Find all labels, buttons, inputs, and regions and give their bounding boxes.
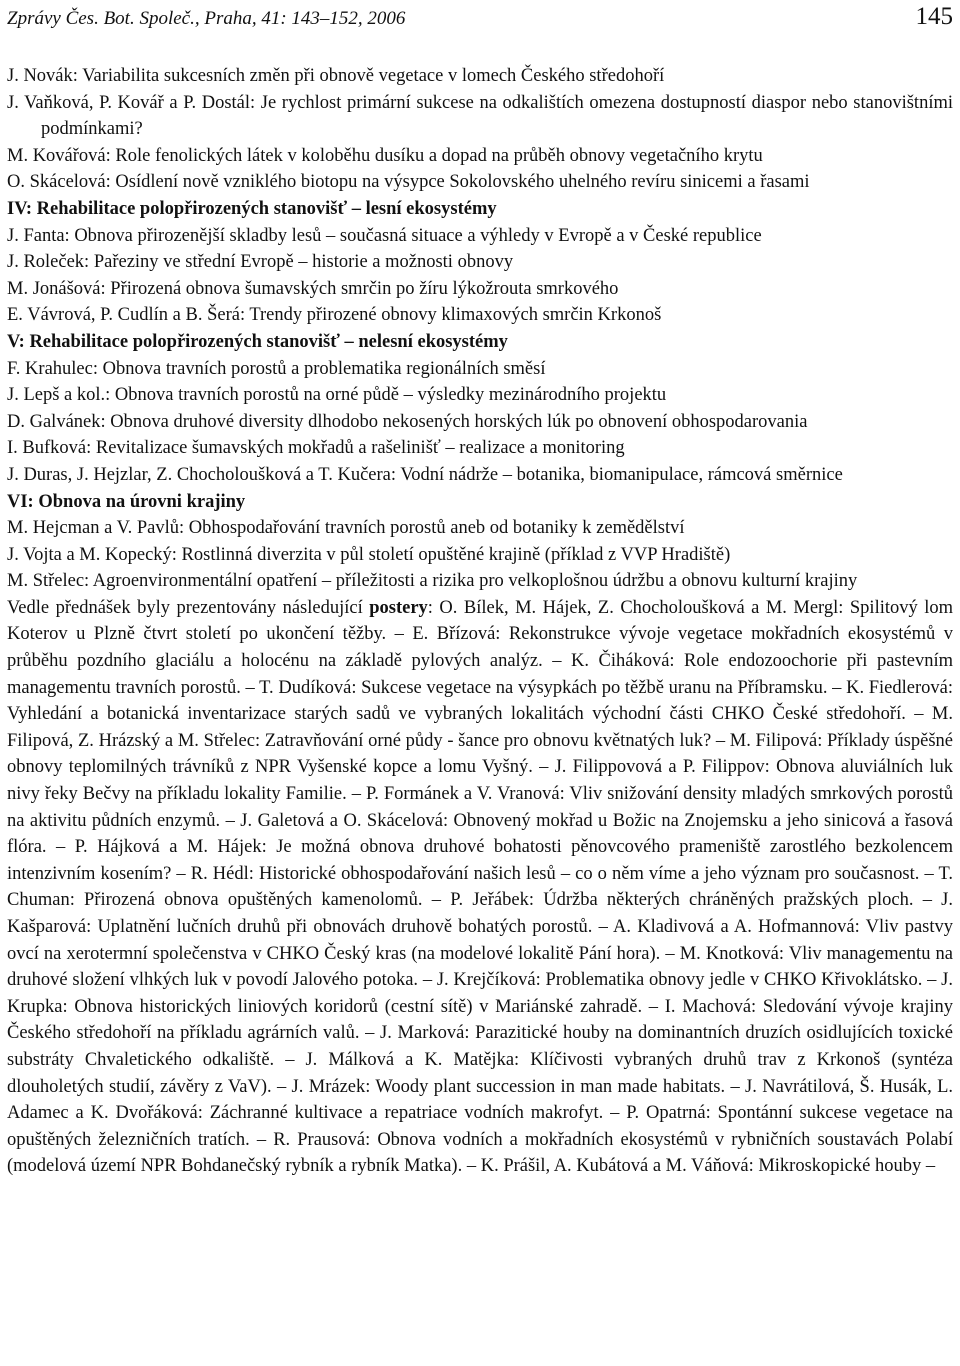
section-heading: VI: Obnova na úrovni krajiny — [7, 491, 246, 512]
posters-lead: Vedle přednášek byly prezentovány následující — [7, 597, 363, 618]
page-number: 145 — [915, 3, 953, 30]
talk-entry: D. Galvánek: Obnova druhové diversity dlhodobo nekosených horských lúk po obnovení obhospodarovania — [7, 411, 808, 432]
talk-entry: M. Střelec: Agroenvironmentální opatření – příležitosti a rizika pro velkoplošnou údržbu a obnovu kulturní krajiny — [7, 571, 858, 592]
talk-entry: J. Lepš a kol.: Obnova travních porostů na orné půdě – výsledky mezinárodního projektu — [7, 385, 667, 406]
talk-entry: J. Vojta a M. Kopecký: Rostlinná diverzita v půl století opuštěné krajině (příklad z VVP Hradiště) — [7, 544, 731, 565]
talk-entry: F. Krahulec: Obnova travních porostů a problematika regionálních směsí — [7, 358, 546, 379]
posters-paragraph — [7, 595, 953, 1180]
talk-entry: J. Roleček: Pařeziny ve střední Evropě – historie a možnosti obnovy — [7, 252, 514, 273]
talk-entry: J. Vaňková, P. Kovář a P. Dostál: Je rychlost primární sukcese na odkalištích omezena dostupností diaspor nebo stanovištními podmínkami? — [7, 92, 953, 140]
talk-entry: M. Kovářová: Role fenolických látek v koloběhu dusíku a dopad na průběh obnovy vegetačního krytu — [7, 145, 763, 166]
talk-entry: J. Novák: Variabilita sukcesních změn při obnově vegetace v lomech Českého středohoří — [7, 66, 665, 86]
talk-entry: J. Fanta: Obnova přirozenější skladby lesů – současná situace a výhledy v Evropě a v České republice — [7, 225, 762, 246]
section-heading: V: Rehabilitace polopřirozených stanovišť – nelesní ekosystémy — [7, 331, 508, 352]
talk-entry: I. Bufková: Revitalizace šumavských mokřadů a rašelinišť – realizace a monitoring — [7, 438, 625, 459]
talk-entry: O. Skácelová: Osídlení nově vzniklého biotopu na výsypce Sokolovského uhelného revíru sinicemi a řasami — [7, 172, 810, 193]
page-header — [7, 4, 953, 38]
posters-list: : O. Bílek, M. Hájek, Z. Chocholoušková a M. Mergl: Spilitový lom Koterov u Plzně čtvrt století po ukončení těžby. – E. Břízová: Rekonstrukce vývoje vegetace mokřadních ekosystémů v průběhu pozdního glaciálu a holocénu na základě pylových analýz. – K. Čiháková: Role endozoochorie při pastevním managementu travních porostů. – T. Dudíková: Sukcese vegetace na výsypkách po těžbě uranu na Příbramsku. – K. Fiedlerová: Vyhledání a botanická inventarizace starých sadů ve vybraných lokalitách východní části CHKO České středohoří. – M. Filipová, Z. Hrázský a M. Střelec: Zatravňování orné půdy - šance pro obnovu květnatých luk? – M. Filipová: Příklady úspěšné obnovy teplomilných trávníků z NPR Vyšenské kopce a lomu Vyšný. – J. Filippovová a P. Filippov: Obnova aluviálních luk nivy řeky Bečvy na příkladu lokality Familie. – P. Formánek a V. Vranová: Vliv snižování density mladých smrkových porostů na aktivitu půdních enzymů. – J. Galetová a O. Skácelová: Obnovený mokřad u Božic na Znojemsku a jeho sinicová a řasová flóra. – P. Hájková a M. Hájek: Je možná obnova druhové bohatosti pěnovcového prameniště zarostlého bezkolencem intenzivním kosením? – R. Hédl: Historické obhospodařování našich lesů – co o něm víme a jeho význam pro současnost. – T. Chuman: Přirozená obnova opuštěných kamenolomů. – P. Jeřábek: Údržba některých chráněných pražských ploch. – J. Kašparová: Uplatnění lučních druhů při obnovách druhově bohatých porostů. – A. Kladivová a A. Hofmannová: Vliv pastvy ovcí na xerotermní společenstva v CHKO Český kras (na modelové lokalitě Pání hora). – M. Knotková: Vliv managementu na druhové složení vlhkých luk v povodí Jalového potoka. – J. Krejčíková: Problematika obnovy jedle v CHKO Křivoklátsko. – J. Krupka: Obnova historických liniových koridorů (cestní sítě) v Mariánské zahradě. – I. Machová: Sledování vývoje krajiny Českého středohoří na příkladu agrárních valů. – J. Marková: Parazitické houby na dominantních druzích osidlujících toxické substráty Chvaletického odkaliště. – J. Málková a K. Matějka: Klíčivosti vybraných druhů trav z Krkonoš (syntéza dlouholetých studií, závěry z VaV). – J. Mrázek: Woody plant succession in man made habitats. – J. Navrátilová, Š. Husák, L. Adamec a K. Dvořáková: Záchranné kultivace a repatriace vodních makrofyt. – P. Opatrná: Spontánní sukcese vegetace na opuštěných železničních tratích. – R. Prausová: Obnova vodních a mokřadních ekosystémů v rybničních soustavách Polabí (modelová území NPR Bohdanečský rybník a rybník Matka). – K. Prášil, A. Kubátová a M. Váňová: Mikroskopické houby – — [7, 597, 954, 1177]
journal-citation: Zprávy Čes. Bot. Společ., Praha, 41: 143–152, 2006 — [7, 8, 406, 29]
talk-entry: J. Duras, J. Hejzlar, Z. Chocholoušková a T. Kučera: Vodní nádrže – botanika, biomanipulace, rámcová směrnice — [7, 464, 843, 485]
posters-keyword: postery — [369, 597, 428, 618]
talk-entry: M. Hejcman a V. Pavlů: Obhospodařování travních porostů aneb od botaniky k zemědělství — [7, 518, 685, 539]
program-list — [7, 63, 953, 595]
section-heading: IV: Rehabilitace polopřirozených stanovišť – lesní ekosystémy — [7, 198, 497, 219]
talk-entry: E. Vávrová, P. Cudlín a B. Šerá: Trendy přirozené obnovy klimaxových smrčin Krkonoš — [7, 305, 662, 326]
talk-entry: M. Jonášová: Přirozená obnova šumavských smrčin po žíru lýkožrouta smrkového — [7, 278, 619, 299]
